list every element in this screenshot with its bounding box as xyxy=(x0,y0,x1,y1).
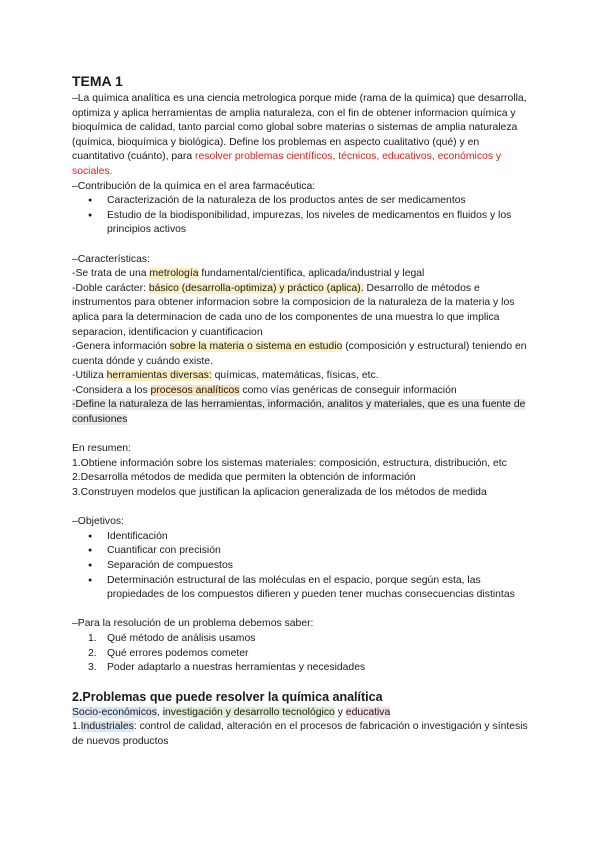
caracteristica-line xyxy=(72,398,532,427)
highlight: Industriales xyxy=(80,721,134,733)
list-item: ● Determinación estructural de las moléculas en el espacio, porque según esta, las propiedades de los compuestos difieren y pueden tener muchas consecuencias distintas xyxy=(88,574,532,603)
intro-text: –La química analítica es una ciencia metrologica porque mide (rama de la química) que desarrolla, optimiza y aplica herramientas de amplia naturaleza, con el fin de obtener informacion química y bioquímica de calidad, tanto parcial como global sobre materias o sistemas de amplia naturaleza (química, bioquímica y biológica). Define los problemas en aspecto cualitativo (qué) y en cuantitativo (cuánto), para xyxy=(72,93,527,163)
caracteristica-line: -Considera a los procesos analíticos como vías genéricas de conseguir información xyxy=(72,384,457,396)
highlight: Socio-económicos xyxy=(72,706,157,718)
highlight: educativa xyxy=(345,706,391,718)
page-title: TEMA 1 xyxy=(72,73,123,89)
resolucion-heading: –Para la resolución de un problema debemos saber: xyxy=(72,618,314,630)
list-item: 3. Poder adaptarlo a nuestras herramientas y necesidades xyxy=(88,662,366,674)
objetivos-list xyxy=(72,530,532,603)
list-item: ● Cuantificar con precisión xyxy=(88,544,532,559)
caracteristica-line: -Utiliza herramientas diversas: químicas, matemáticas, físicas, etc. xyxy=(72,370,379,382)
contribucion-heading: –Contribución de la química en el area farmacéutica: xyxy=(72,180,316,192)
caracteristica-line: -Se trata de una metrología fundamental/científica, aplicada/industrial y legal xyxy=(72,268,425,280)
resumen-heading: En resumen: xyxy=(72,443,131,455)
caracteristicas-heading: –Características: xyxy=(72,253,150,265)
highlight: básico (desarrolla-optimiza) y práctico (aplica). xyxy=(148,282,364,294)
document-page xyxy=(72,72,532,750)
contribucion-list xyxy=(72,194,532,238)
objetivos-heading: –Objetivos: xyxy=(72,516,124,528)
list-item: 2. Qué errores podemos cometer xyxy=(88,647,249,659)
highlight: -Define la naturaleza de las herramientas, información, analitos y materiales, que es una fuente de confusiones xyxy=(72,399,526,426)
caracteristica-line: -Genera información sobre la materia o sistema en estudio (composición y estructural) teniendo en cuenta dónde y cuándo existe. xyxy=(72,341,527,367)
resolucion-list xyxy=(72,632,532,676)
section-2-title: 2.Problemas que puede resolver la química analítica xyxy=(72,689,383,704)
list-item: ● Separación de compuestos xyxy=(88,559,532,574)
intro-highlight: resolver problemas científicos, técnicos, educativos, económicos y sociales. xyxy=(72,151,502,177)
industriales-line: 1.Industriales: control de calidad, alteración en el procesos de fabricación o investigación y síntesis de nuevos productos xyxy=(72,721,528,747)
intro-paragraph xyxy=(72,92,532,180)
highlight: herramientas diversas: xyxy=(106,370,212,382)
resumen-item: 1.Obtiene información sobre los sistemas materiales: composición, estructura, distribución, etc xyxy=(72,457,507,469)
caracteristica-line: -Doble carácter: básico (desarrolla-optimiza) y práctico (aplica). Desarrollo de métodos e instrumentos para obtener informacion sobre la composicion de la naturaleza de la materia y los aplica para la determinacion de cada uno de los componentes de una muestra lo que implica separacion, identificacion y cuantificacion xyxy=(72,282,515,338)
resumen-item: 3.Construyen modelos que justifican la aplicacion generalizada de los métodos de medida xyxy=(72,487,487,499)
list-item: ● Identificación xyxy=(88,530,532,545)
highlight: sobre la materia o sistema en estudio xyxy=(169,341,343,353)
list-item: ● Caracterización de la naturaleza de los productos antes de ser medicamentos xyxy=(88,194,532,209)
list-item: ● Estudio de la biodisponibilidad, impurezas, los niveles de medicamentos en fluidos y los principios activos xyxy=(88,209,532,238)
resumen-item: 2.Desarrolla métodos de medida que permiten la obtención de información xyxy=(72,472,416,484)
categories-line: Socio-económicos, investigación y desarrollo tecnológico y educativa xyxy=(72,706,391,718)
highlight: investigación y desarrollo tecnológico xyxy=(162,706,335,718)
list-item: 1. Qué método de análisis usamos xyxy=(88,632,256,644)
highlight: metrología xyxy=(149,268,199,280)
highlight: procesos analíticos xyxy=(150,384,240,396)
